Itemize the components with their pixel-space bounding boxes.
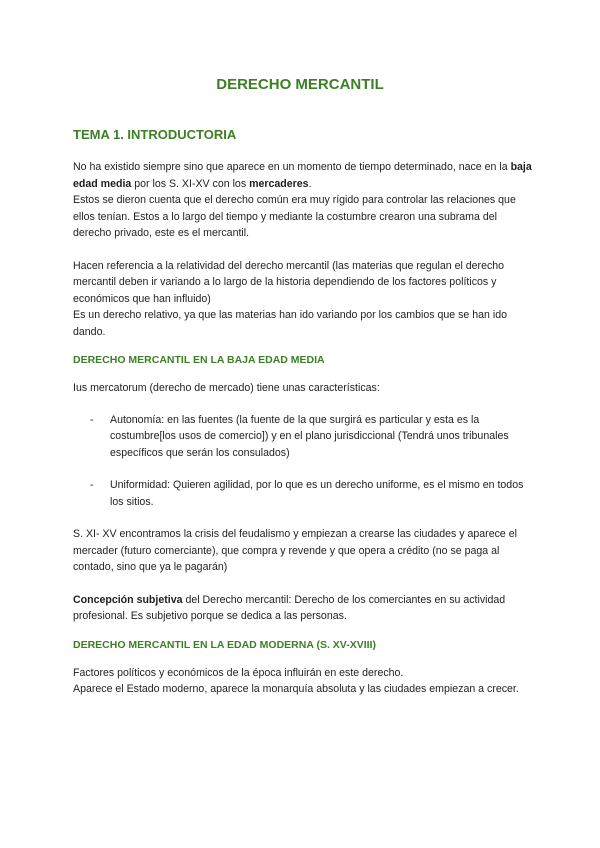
- paragraph-origin: [73, 159, 535, 192]
- paragraph-text: No ha existido siempre sino que aparece en un momento de tiempo determinado, nace en la: [73, 161, 511, 173]
- bullet-dash: -: [90, 413, 94, 426]
- tema-heading: TEMA 1. INTRODUCTORIA: [73, 127, 237, 142]
- paragraph-text: por los S. XI-XV con los: [131, 177, 250, 190]
- list-item-text: Autonomía: en las fuentes (la fuente de la que surgirá es particular y esta es la costumbre[los usos de comercio]) y en el plano jurisdiccional (Tendrá unos tribunales específicos que serán los consulados): [110, 413, 509, 459]
- list-item-uniformidad: [73, 477, 535, 510]
- document-title: DERECHO MERCANTIL: [216, 76, 384, 93]
- list-item-text: Uniformidad: Quieren agilidad, por lo que es un derecho uniforme, es el mismo en todos los sitios.: [110, 479, 524, 508]
- characteristics-list: [73, 412, 535, 511]
- paragraph-ius-mercatorum: Ius mercatorum (derecho de mercado) tiene unas características:: [73, 382, 380, 394]
- bold-baja-edad-media: baja edad media: [73, 161, 532, 190]
- document-body: [73, 127, 535, 698]
- paragraph-relatividad: Hacen referencia a la relatividad del derecho mercantil (las materias que regulan el derecho mercantil deben ir variando a lo largo de la historia dependiendo de los factores políticos y económicos que han influido): [73, 259, 505, 305]
- paragraph-text: .: [308, 177, 312, 190]
- bold-mercaderes: mercaderes: [249, 177, 309, 190]
- paragraph-derecho-relativo: Es un derecho relativo, ya que las materias han ido variando por los cambios que se han ido dando.: [73, 309, 508, 338]
- bold-concepcion-subjetiva: Concepción subjetiva: [73, 593, 183, 606]
- section-heading-baja-edad-media: DERECHO MERCANTIL EN LA BAJA EDAD MEDIA: [73, 354, 325, 366]
- paragraph-derecho-comun: Estos se dieron cuenta que el derecho común era muy rígido para controlar las relaciones que ellos tenían. Estos a lo largo del tiempo y mediante la costumbre crearon una subrama del derecho privado, este es el mercantil.: [73, 194, 516, 239]
- paragraph-crisis-feudalismo: S. XI- XV encontramos la crisis del feudalismo y empiezan a crearse las ciudades y aparece el mercader (futuro comerciante), que compra y revende y que opera a crédito (no se paga al contado, sino que ya le pagarán): [73, 528, 517, 573]
- list-item-autonomia: [73, 412, 535, 462]
- paragraph-estado-moderno: Aparece el Estado moderno, aparece la monarquía absoluta y las ciudades empiezan a crecer.: [73, 683, 519, 695]
- paragraph-text: del Derecho mercantil: Derecho de los comerciantes en su actividad profesional. Es subjetivo porque se dedica a las personas.: [73, 593, 506, 622]
- paragraph-concepcion-subjetiva: [73, 592, 535, 625]
- bullet-dash: -: [90, 479, 94, 491]
- section-heading-edad-moderna: DERECHO MERCANTIL EN LA EDAD MODERNA (S. XV-XVIII): [73, 638, 376, 651]
- paragraph-factores: Factores políticos y económicos de la época influirán en este derecho.: [73, 666, 404, 679]
